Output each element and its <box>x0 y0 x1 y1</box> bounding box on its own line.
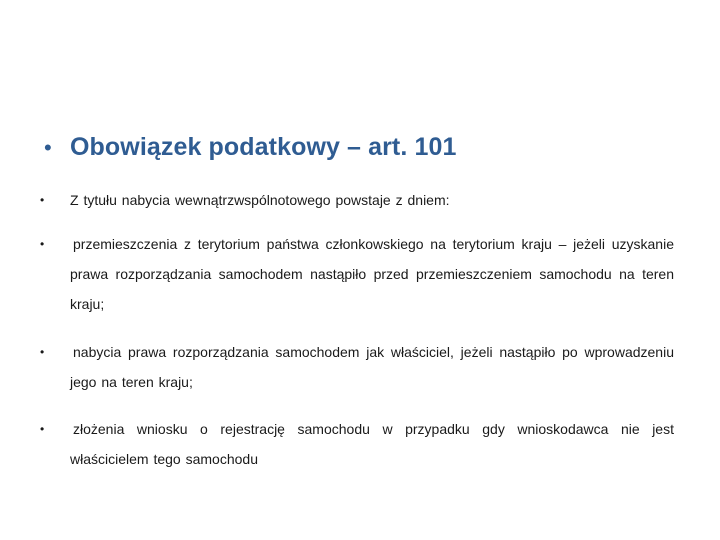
slide-title-text: Obowiązek podatkowy – art. 101 <box>70 133 457 161</box>
slide-title <box>44 133 684 162</box>
list-item-text: Z tytułu nabycia wewnątrzwspólnotowego powstaje z dniem: <box>70 192 450 208</box>
bullet-icon: • <box>40 193 45 207</box>
list-item-text: złożenia wniosku o rejestrację samochodu w przypadku gdy wnioskodawca nie jest właścicielem tego samochodu <box>70 421 674 467</box>
bullet-icon: • <box>44 135 52 160</box>
list-item <box>40 337 674 397</box>
list-item-text: przemieszczenia z terytorium państwa członkowskiego na terytorium kraju – jeżeli uzyskanie prawa rozporządzania samochodem nastąpiło przed przemieszczeniem samochodu na teren kraju; <box>70 236 674 312</box>
bullet-icon: • <box>40 345 45 359</box>
list-item <box>40 414 674 474</box>
bullet-icon: • <box>40 422 45 436</box>
list-item-intro <box>40 185 674 215</box>
bullet-icon: • <box>40 237 45 251</box>
list-item-text: nabycia prawa rozporządzania samochodem jak właściciel, jeżeli nastąpiło po wprowadzeniu jego na teren kraju; <box>70 344 674 390</box>
list-item <box>40 229 674 319</box>
